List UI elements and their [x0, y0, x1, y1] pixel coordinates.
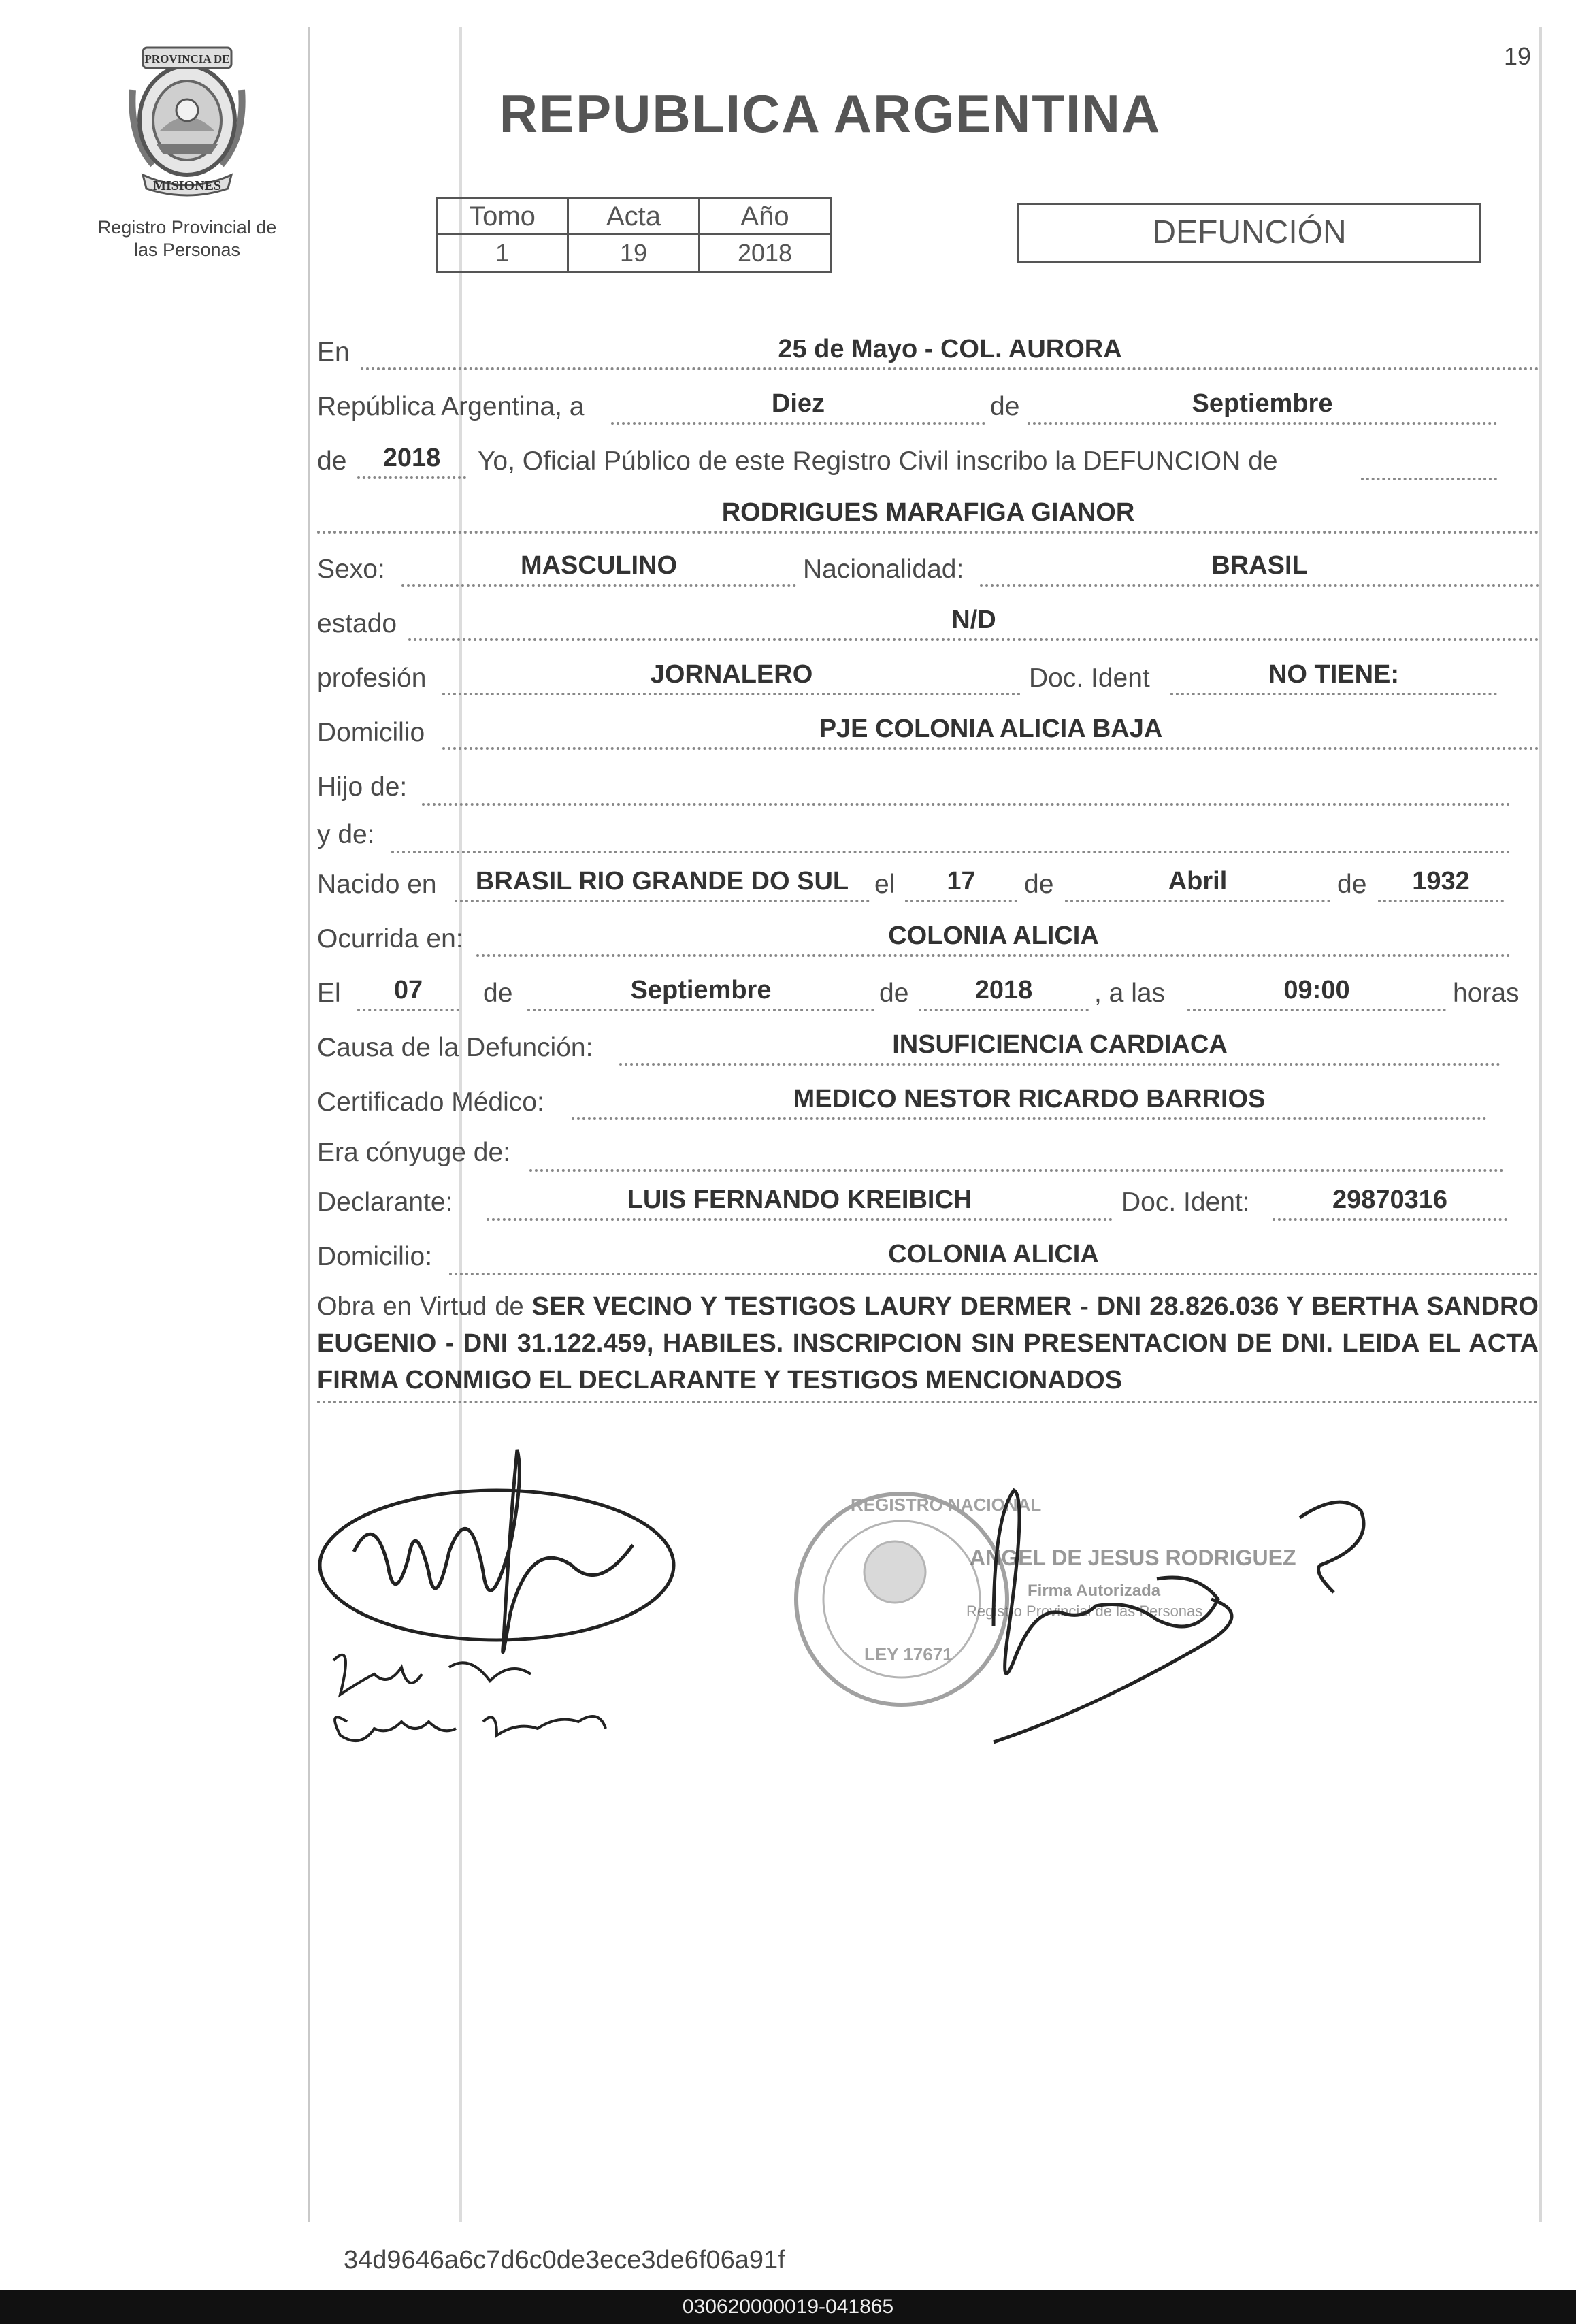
- svg-text:REGISTRO NACIONAL: REGISTRO NACIONAL: [851, 1494, 1042, 1515]
- deceased-name-value: RODRIGUES MARAFIGA GIANOR: [317, 497, 1539, 534]
- official-text: Yo, Oficial Público de este Registro Civil inscribo la DEFUNCION de: [478, 446, 1278, 476]
- de-label-1: de: [990, 392, 1020, 421]
- and-of-label: y de:: [317, 820, 375, 849]
- official-dotline: [1361, 478, 1497, 480]
- document-hash: 34d9646a6c7d6c0de3ece3de6f06a91f: [344, 2246, 785, 2274]
- record-type-box: DEFUNCIÓN: [1017, 203, 1481, 263]
- de-label-6: de: [879, 979, 909, 1008]
- born-place-value: BRASIL RIO GRANDE DO SUL: [455, 866, 870, 902]
- declarant-address-label: Domicilio:: [317, 1242, 433, 1271]
- svg-text:Registro Provincial de las Per: Registro Provincial de las Personas: [966, 1603, 1203, 1620]
- svg-text:ANGEL DE JESUS RODRIGUEZ: ANGEL DE JESUS RODRIGUEZ: [970, 1545, 1296, 1570]
- declarant-doc-label: Doc. Ident:: [1121, 1188, 1250, 1217]
- signatures-and-stamps: [313, 1436, 1436, 1803]
- declarant-value: LUIS FERNANDO KREIBICH: [487, 1184, 1113, 1221]
- birth-month-value: Abril: [1065, 866, 1330, 902]
- page-title: REPUBLICA ARGENTINA: [499, 84, 1162, 144]
- declarant-address-value: COLONIA ALICIA: [449, 1239, 1538, 1275]
- and-of-dotline: [391, 851, 1511, 853]
- spouse-label: Era cónyuge de:: [317, 1138, 511, 1167]
- hours-label: horas: [1453, 979, 1520, 1008]
- table-header-ano: Año: [700, 199, 831, 235]
- death-time-value: 09:00: [1187, 975, 1446, 1011]
- witness-signatures-icon: [333, 1655, 606, 1741]
- virtue-label: Obra en Virtud de: [317, 1292, 524, 1321]
- barcode-strip: 030620000019-041865: [0, 2290, 1576, 2324]
- svg-text:PROVINCIA DE: PROVINCIA DE: [144, 52, 230, 65]
- nationality-label: Nacionalidad:: [803, 555, 964, 584]
- declarant-doc-value: 29870316: [1273, 1184, 1507, 1221]
- occurred-place-value: COLONIA ALICIA: [476, 920, 1511, 957]
- table-header-acta: Acta: [568, 199, 700, 235]
- cause-value: INSUFICIENCIA CARDIACA: [619, 1029, 1500, 1066]
- nationality-value: BRASIL: [980, 550, 1539, 587]
- cause-label: Causa de la Defunción:: [317, 1033, 593, 1062]
- el2-label: El: [317, 979, 341, 1008]
- de-label-3: de: [1024, 870, 1054, 899]
- table-value-ano: 2018: [700, 235, 831, 272]
- son-of-label: Hijo de:: [317, 772, 408, 802]
- svg-text:Firma Autorizada: Firma Autorizada: [1028, 1582, 1161, 1600]
- declarant-signature-icon: [320, 1450, 674, 1652]
- sex-value: MASCULINO: [401, 550, 796, 587]
- address-label: Domicilio: [317, 718, 425, 747]
- doc-value: NO TIENE:: [1170, 659, 1497, 695]
- doc-label: Doc. Ident: [1029, 664, 1150, 693]
- death-year-value: 2018: [919, 975, 1089, 1011]
- civil-status-value: N/D: [408, 604, 1539, 641]
- profession-label: profesión: [317, 664, 427, 693]
- registry-line-1: Registro Provincial de: [97, 217, 277, 238]
- place-value: 25 de Mayo - COL. AURORA: [361, 333, 1539, 370]
- svg-text:MISIONES: MISIONES: [152, 178, 222, 193]
- country-label: República Argentina, a: [317, 392, 585, 421]
- death-month-value: Septiembre: [527, 975, 874, 1011]
- registry-name: [75, 216, 299, 261]
- svg-text:LEY 17671: LEY 17671: [864, 1644, 953, 1665]
- spouse-dotline: [529, 1169, 1504, 1172]
- virtue-text: SER VECINO Y TESTIGOS LAURY DERMER - DNI 28.826.036 Y BERTHA SANDRO EUGENIO - DNI 31.122.459, HABILES. INSCRIPCION SIN PRESENTACION DE DNI. LEIDA EL ACTA FIRMA CONMIGO EL DECLARANTE Y TESTIGOS MENCIONADOS: [317, 1292, 1539, 1394]
- el-label: el: [874, 870, 896, 899]
- sex-label: Sexo:: [317, 555, 385, 584]
- profession-value: JORNALERO: [442, 659, 1021, 695]
- day-words-value: Diez: [611, 388, 985, 425]
- certificate-label: Certificado Médico:: [317, 1087, 544, 1117]
- declarant-label: Declarante:: [317, 1188, 453, 1217]
- virtue-dotline: [317, 1401, 1539, 1403]
- occurred-label: Ocurrida en:: [317, 924, 463, 953]
- death-day-value: 07: [357, 975, 459, 1011]
- page-number: 19: [1504, 42, 1532, 70]
- de-label-4: de: [1337, 870, 1367, 899]
- margin-line-right: [1539, 27, 1542, 2222]
- virtue-paragraph: [317, 1288, 1539, 1398]
- registry-line-2: las Personas: [133, 240, 241, 260]
- table-value-acta: 19: [568, 235, 700, 272]
- de-label-5: de: [483, 979, 513, 1008]
- de-label-2: de: [317, 446, 347, 476]
- birth-day-value: 17: [905, 866, 1017, 902]
- civil-status-label: estado: [317, 609, 397, 638]
- year-value: 2018: [357, 442, 466, 479]
- month-value: Septiembre: [1028, 388, 1497, 425]
- tomo-acta-ano-table: [436, 197, 832, 273]
- born-label: Nacido en: [317, 870, 437, 899]
- province-seal-icon: [116, 42, 259, 199]
- address-value: PJE COLONIA ALICIA BAJA: [442, 713, 1539, 750]
- table-value-tomo: 1: [437, 235, 568, 272]
- table-header-tomo: Tomo: [437, 199, 568, 235]
- certificate-value: MEDICO NESTOR RICARDO BARRIOS: [572, 1083, 1487, 1120]
- at-label: , a las: [1094, 979, 1166, 1008]
- birth-year-value: 1932: [1378, 866, 1504, 902]
- son-of-dotline: [422, 803, 1511, 806]
- place-label: En: [317, 338, 350, 367]
- margin-line-left: [308, 27, 310, 2222]
